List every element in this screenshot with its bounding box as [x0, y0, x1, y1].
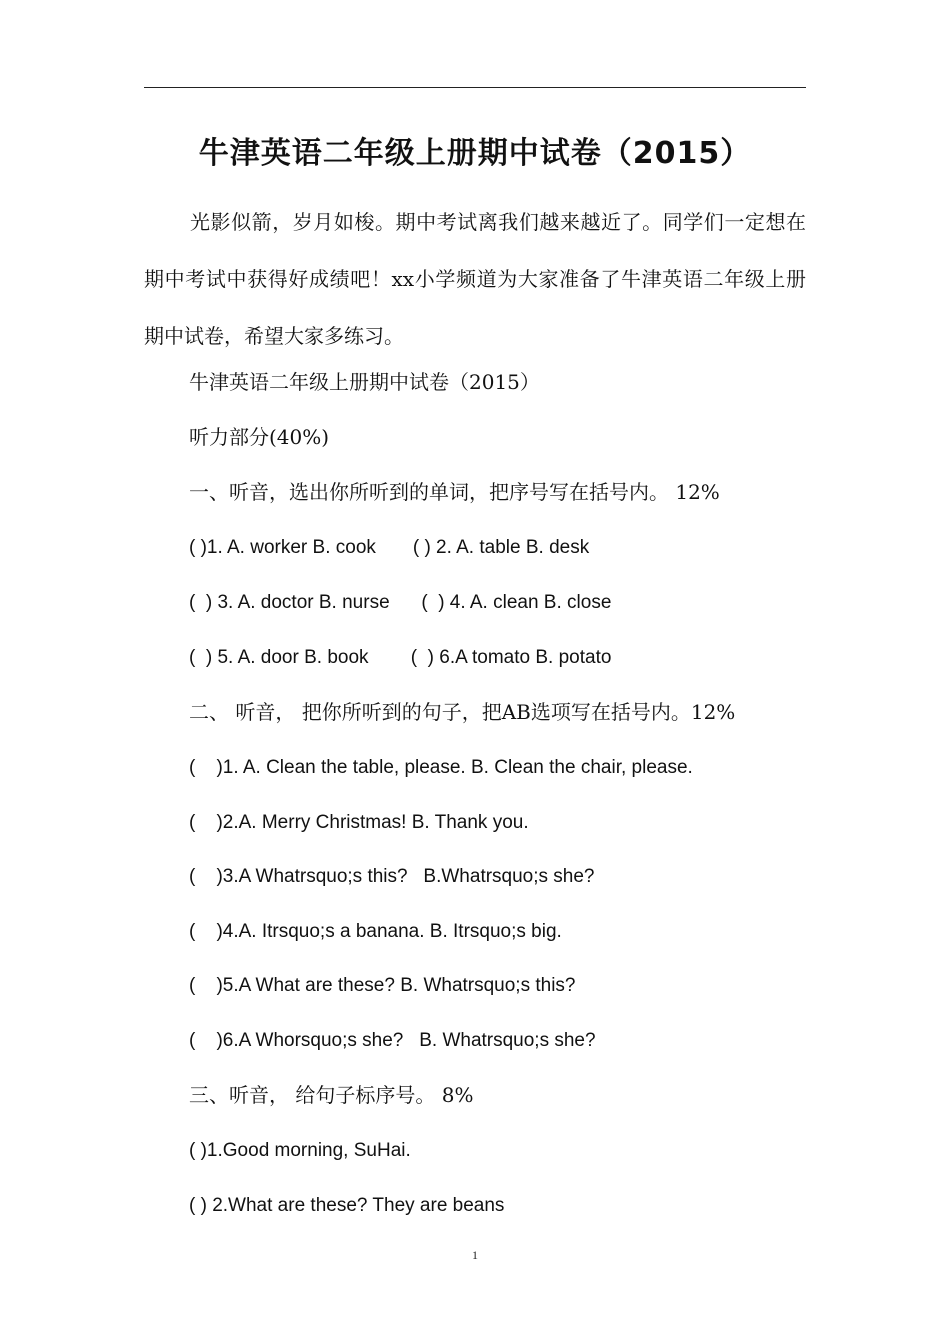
page-number: 1 [472, 1248, 478, 1262]
intro-paragraph: 光影似箭，岁月如梭。期中考试离我们越来越近了。同学们一定想在期中考试中获得好成绩吧！xx小学频道为大家准备了牛津英语二年级上册期中试卷，希望大家多练习。 [144, 210, 806, 348]
subtitle-line: 牛津英语二年级上册期中试卷（2015） [189, 370, 540, 394]
question-item: ( )1. A. Clean the table, please. B. Clean the chair, please. [189, 757, 693, 778]
question-item: ( )2.A. Merry Christmas! B. Thank you. [189, 812, 529, 833]
question-item: ( )1.Good morning, SuHai. [189, 1140, 411, 1161]
header-rule [144, 87, 806, 88]
question-item: ( )3.A Whatrsquo;s this? B.Whatrsquo;s she? [189, 866, 595, 887]
question-item: ( ) 3. A. doctor B. nurse ( ) 4. A. clean B. close [189, 592, 612, 613]
question-heading-2: 二、 听音， 把你所听到的句子，把AB选项写在括号内。12% [189, 700, 736, 724]
question-heading-3: 三、听音， 给句子标序号。 8% [189, 1083, 474, 1107]
question-item: ( )5.A What are these? B. Whatrsquo;s this? [189, 975, 576, 996]
question-item: ( ) 5. A. door B. book ( ) 6.A tomato B. potato [189, 647, 612, 668]
section-heading-listening: 听力部分(40%) [189, 425, 330, 449]
question-item: ( ) 2.What are these? They are beans [189, 1195, 505, 1216]
document-title: 牛津英语二年级上册期中试卷（2015） [198, 136, 752, 171]
question-item: ( )4.A. Itrsquo;s a banana. B. Itrsquo;s big. [189, 921, 562, 942]
question-heading-1: 一、听音，选出你所听到的单词，把序号写在括号内。 12% [189, 480, 720, 504]
question-item: ( )6.A Whorsquo;s she? B. Whatrsquo;s she? [189, 1030, 596, 1051]
question-item: ( )1. A. worker B. cook ( ) 2. A. table B. desk [189, 537, 590, 558]
